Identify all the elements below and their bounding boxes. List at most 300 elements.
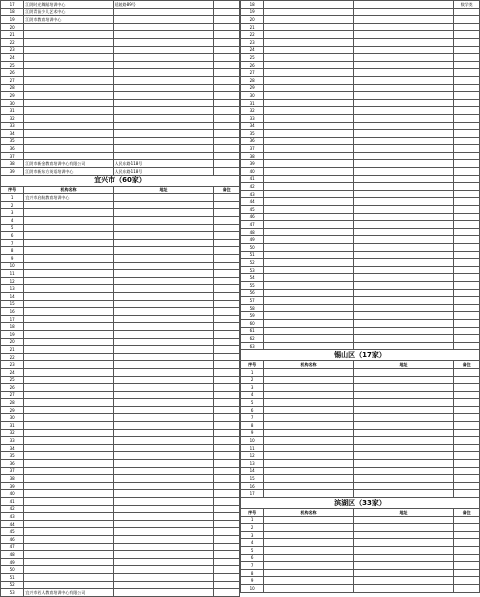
org-name [264, 414, 353, 422]
org-address [113, 99, 214, 107]
org-name [264, 61, 353, 69]
org-address [353, 399, 454, 407]
org-name: 江阴市新金教育培训中心有限公司 [24, 160, 113, 168]
org-note [214, 475, 240, 483]
row-number: 9 [241, 577, 264, 585]
org-note [214, 573, 240, 581]
table-row [1, 505, 240, 513]
table-row [241, 107, 480, 115]
org-note [454, 152, 480, 160]
org-address [353, 244, 454, 252]
row-number: 5 [241, 546, 264, 554]
org-address [353, 183, 454, 191]
org-note [454, 99, 480, 107]
org-name [264, 490, 353, 498]
org-name [24, 300, 113, 308]
header-number: 序号 [241, 509, 264, 517]
row-number: 17 [1, 1, 24, 9]
table-row [1, 338, 240, 346]
org-address [353, 312, 454, 320]
org-name [24, 353, 113, 361]
table-row [1, 429, 240, 437]
org-address [353, 190, 454, 198]
org-note [454, 183, 480, 191]
org-note [214, 1, 240, 9]
org-name [24, 437, 113, 445]
org-note [454, 92, 480, 100]
org-note [214, 232, 240, 240]
table-row [241, 562, 480, 570]
org-address [113, 581, 214, 589]
org-note [454, 562, 480, 570]
table-row [241, 168, 480, 176]
org-name [264, 554, 353, 562]
org-name [24, 232, 113, 240]
org-name [24, 277, 113, 285]
org-address [113, 292, 214, 300]
table-row [241, 23, 480, 31]
header-note: 备注 [454, 509, 480, 517]
org-address [353, 577, 454, 585]
row-number: 1 [241, 368, 264, 376]
org-note [214, 255, 240, 263]
row-number: 50 [241, 244, 264, 252]
table-row [241, 92, 480, 100]
org-name [24, 414, 113, 422]
org-note [454, 569, 480, 577]
org-address [353, 61, 454, 69]
org-note [214, 338, 240, 346]
org-note [454, 251, 480, 259]
row-number: 16 [241, 482, 264, 490]
table-row [1, 315, 240, 323]
row-number: 34 [241, 122, 264, 130]
right-table [240, 0, 480, 593]
row-number: 52 [241, 259, 264, 267]
table-row [1, 414, 240, 422]
org-note [454, 23, 480, 31]
row-number: 38 [1, 160, 24, 168]
org-address [353, 289, 454, 297]
org-address [353, 569, 454, 577]
org-note [454, 168, 480, 176]
org-address [113, 194, 214, 202]
table-row [241, 213, 480, 221]
org-name [264, 54, 353, 62]
table-row [1, 46, 240, 54]
row-number: 4 [241, 539, 264, 547]
row-number: 58 [241, 304, 264, 312]
table-row [1, 137, 240, 145]
row-number: 1 [1, 194, 24, 202]
row-number: 26 [1, 384, 24, 392]
row-number: 13 [241, 460, 264, 468]
section-title: 锡山区（17家） [241, 350, 480, 361]
table-row [1, 152, 240, 160]
table-row [241, 384, 480, 392]
row-number: 42 [1, 505, 24, 513]
org-address [113, 346, 214, 354]
org-name: 江阴市教育培训中心 [24, 16, 113, 24]
row-number: 43 [1, 513, 24, 521]
row-number: 25 [1, 61, 24, 69]
org-address [113, 475, 214, 483]
row-number: 29 [241, 84, 264, 92]
org-address [113, 308, 214, 316]
row-number: 22 [1, 353, 24, 361]
table-header-row [1, 186, 240, 194]
org-note [214, 543, 240, 551]
org-address [113, 277, 214, 285]
left-section [1, 175, 240, 194]
org-address [353, 384, 454, 392]
row-number: 10 [1, 262, 24, 270]
org-note [214, 262, 240, 270]
org-address [113, 437, 214, 445]
table-row [1, 543, 240, 551]
table-row [241, 429, 480, 437]
table-row [1, 528, 240, 536]
section-title: 宜兴市（60家） [1, 175, 240, 186]
org-address [113, 338, 214, 346]
org-note [214, 122, 240, 130]
org-address [113, 482, 214, 490]
org-note [214, 482, 240, 490]
org-address [113, 399, 214, 407]
org-address [113, 232, 214, 240]
org-name [24, 384, 113, 392]
org-address [353, 406, 454, 414]
org-name [264, 429, 353, 437]
org-address [113, 528, 214, 536]
org-note: 数学类 [454, 1, 480, 9]
row-number: 38 [1, 475, 24, 483]
org-note [454, 107, 480, 115]
table-row [1, 285, 240, 293]
org-address [353, 376, 454, 384]
org-name [24, 122, 113, 130]
table-row [241, 554, 480, 562]
org-address [353, 213, 454, 221]
row-number: 35 [1, 137, 24, 145]
row-number: 38 [241, 152, 264, 160]
org-address [353, 539, 454, 547]
org-address [353, 460, 454, 468]
org-note [214, 69, 240, 77]
org-name [264, 236, 353, 244]
row-number: 16 [1, 308, 24, 316]
org-note [214, 31, 240, 39]
row-number: 7 [241, 562, 264, 570]
org-address [353, 168, 454, 176]
org-name [264, 376, 353, 384]
org-name [264, 281, 353, 289]
org-name [264, 145, 353, 153]
table-row [1, 558, 240, 566]
org-name [24, 330, 113, 338]
row-number: 26 [1, 69, 24, 77]
table-row [241, 198, 480, 206]
row-number: 25 [1, 376, 24, 384]
org-note [214, 54, 240, 62]
row-number: 56 [241, 289, 264, 297]
org-name [24, 92, 113, 100]
org-note [454, 452, 480, 460]
org-note [454, 198, 480, 206]
table-row [1, 69, 240, 77]
row-number: 52 [1, 581, 24, 589]
table-row [241, 437, 480, 445]
row-number: 32 [241, 107, 264, 115]
header-number: 序号 [241, 361, 264, 369]
org-address [113, 429, 214, 437]
table-row [241, 69, 480, 77]
table-row [1, 201, 240, 209]
org-name [24, 285, 113, 293]
org-address [353, 584, 454, 592]
org-name [24, 520, 113, 528]
table-row [1, 217, 240, 225]
row-number: 27 [1, 76, 24, 84]
org-name [264, 304, 353, 312]
header-address: 地址 [113, 186, 214, 194]
org-note [454, 429, 480, 437]
row-number: 48 [241, 228, 264, 236]
org-name [264, 297, 353, 305]
org-name [24, 444, 113, 452]
org-name [24, 467, 113, 475]
left-column [0, 0, 240, 595]
table-row [241, 8, 480, 16]
org-address [113, 255, 214, 263]
org-address [353, 531, 454, 539]
table-row [241, 206, 480, 214]
table-row [241, 584, 480, 592]
org-note [214, 528, 240, 536]
table-row [1, 323, 240, 331]
org-note [454, 539, 480, 547]
org-name [264, 84, 353, 92]
org-note [214, 460, 240, 468]
org-address [353, 228, 454, 236]
org-address [113, 285, 214, 293]
org-address [353, 319, 454, 327]
row-number: 57 [241, 297, 264, 305]
org-address [113, 535, 214, 543]
org-note [454, 244, 480, 252]
header-note: 备注 [454, 361, 480, 369]
org-name [24, 528, 113, 536]
org-note [214, 209, 240, 217]
org-note [454, 399, 480, 407]
header-address: 地址 [353, 509, 454, 517]
table-row [241, 376, 480, 384]
org-name [264, 31, 353, 39]
org-address [353, 145, 454, 153]
left-bottom-rows [1, 194, 240, 596]
table-row [241, 99, 480, 107]
org-name [264, 152, 353, 160]
table-row [1, 8, 240, 16]
org-name [264, 289, 353, 297]
org-name [24, 323, 113, 331]
row-number: 14 [1, 292, 24, 300]
table-row [1, 262, 240, 270]
table-row [1, 76, 240, 84]
org-address: 延陵路89号 [113, 1, 214, 9]
org-name [24, 543, 113, 551]
org-address [113, 498, 214, 506]
row-number: 49 [241, 236, 264, 244]
table-row [1, 145, 240, 153]
table-row [241, 414, 480, 422]
org-address [353, 221, 454, 229]
table-row [1, 581, 240, 589]
table-row [241, 266, 480, 274]
row-number: 7 [241, 414, 264, 422]
org-note [214, 137, 240, 145]
org-address [353, 391, 454, 399]
row-number: 30 [1, 99, 24, 107]
org-name [24, 99, 113, 107]
row-number: 33 [1, 122, 24, 130]
row-number: 17 [1, 315, 24, 323]
org-note [454, 376, 480, 384]
org-note [214, 145, 240, 153]
org-note [214, 247, 240, 255]
org-name [24, 315, 113, 323]
row-number: 24 [241, 46, 264, 54]
table-row [1, 209, 240, 217]
row-number: 21 [1, 31, 24, 39]
org-address [113, 61, 214, 69]
org-address [113, 84, 214, 92]
row-number: 39 [1, 168, 24, 176]
table-row [241, 422, 480, 430]
org-name [264, 122, 353, 130]
row-number: 27 [1, 391, 24, 399]
org-address [353, 414, 454, 422]
org-address [113, 270, 214, 278]
org-note [214, 376, 240, 384]
row-number: 25 [241, 54, 264, 62]
org-address [113, 505, 214, 513]
table-row [1, 490, 240, 498]
row-number: 35 [241, 130, 264, 138]
row-number: 24 [1, 54, 24, 62]
org-note [454, 531, 480, 539]
row-number: 14 [241, 467, 264, 475]
org-name [264, 114, 353, 122]
org-name [24, 581, 113, 589]
org-name [24, 46, 113, 54]
org-address [353, 69, 454, 77]
table-row [1, 92, 240, 100]
org-note [454, 130, 480, 138]
table-row [241, 399, 480, 407]
row-number: 50 [1, 566, 24, 574]
org-note [454, 546, 480, 554]
org-address [113, 422, 214, 430]
org-address [113, 589, 214, 597]
org-address [113, 262, 214, 270]
org-name [264, 137, 353, 145]
org-note [214, 558, 240, 566]
table-row [1, 513, 240, 521]
org-note [454, 437, 480, 445]
row-number: 36 [1, 460, 24, 468]
org-note [454, 228, 480, 236]
org-address [113, 573, 214, 581]
row-number: 22 [241, 31, 264, 39]
org-address [353, 467, 454, 475]
row-number: 37 [241, 145, 264, 153]
org-address [353, 251, 454, 259]
org-note [214, 46, 240, 54]
row-number: 11 [241, 444, 264, 452]
row-number: 36 [1, 145, 24, 153]
table-row [1, 255, 240, 263]
row-number: 6 [241, 554, 264, 562]
org-name [264, 38, 353, 46]
org-note [214, 467, 240, 475]
row-number: 20 [1, 23, 24, 31]
org-name [24, 209, 113, 217]
row-number: 8 [1, 247, 24, 255]
org-address [113, 330, 214, 338]
org-address [113, 76, 214, 84]
org-address [113, 543, 214, 551]
table-row [1, 520, 240, 528]
table-row [1, 437, 240, 445]
org-name [24, 391, 113, 399]
org-name [24, 107, 113, 115]
org-note [214, 520, 240, 528]
row-number: 12 [1, 277, 24, 285]
org-name [24, 361, 113, 369]
org-name [24, 346, 113, 354]
org-note [214, 130, 240, 138]
org-note [214, 384, 240, 392]
table-row [1, 551, 240, 559]
org-name [264, 444, 353, 452]
row-number: 17 [241, 490, 264, 498]
org-address [353, 198, 454, 206]
org-name [264, 562, 353, 570]
org-name: 江阴市新东方英语培训中心 [24, 168, 113, 176]
table-row [241, 84, 480, 92]
row-number: 9 [1, 255, 24, 263]
row-number: 27 [241, 69, 264, 77]
table-row [1, 84, 240, 92]
org-note [214, 285, 240, 293]
header-name: 机构名称 [264, 509, 353, 517]
row-number: 37 [1, 467, 24, 475]
org-note [454, 475, 480, 483]
org-address [353, 99, 454, 107]
table-row [1, 107, 240, 115]
row-number: 12 [241, 452, 264, 460]
row-number: 28 [1, 399, 24, 407]
org-note [454, 482, 480, 490]
row-number: 39 [241, 160, 264, 168]
row-number: 1 [241, 516, 264, 524]
table-row [1, 277, 240, 285]
org-name [264, 251, 353, 259]
table-row [241, 490, 480, 498]
org-name: 江阴时光舞蹈培训中心 [24, 1, 113, 9]
org-note [214, 160, 240, 168]
